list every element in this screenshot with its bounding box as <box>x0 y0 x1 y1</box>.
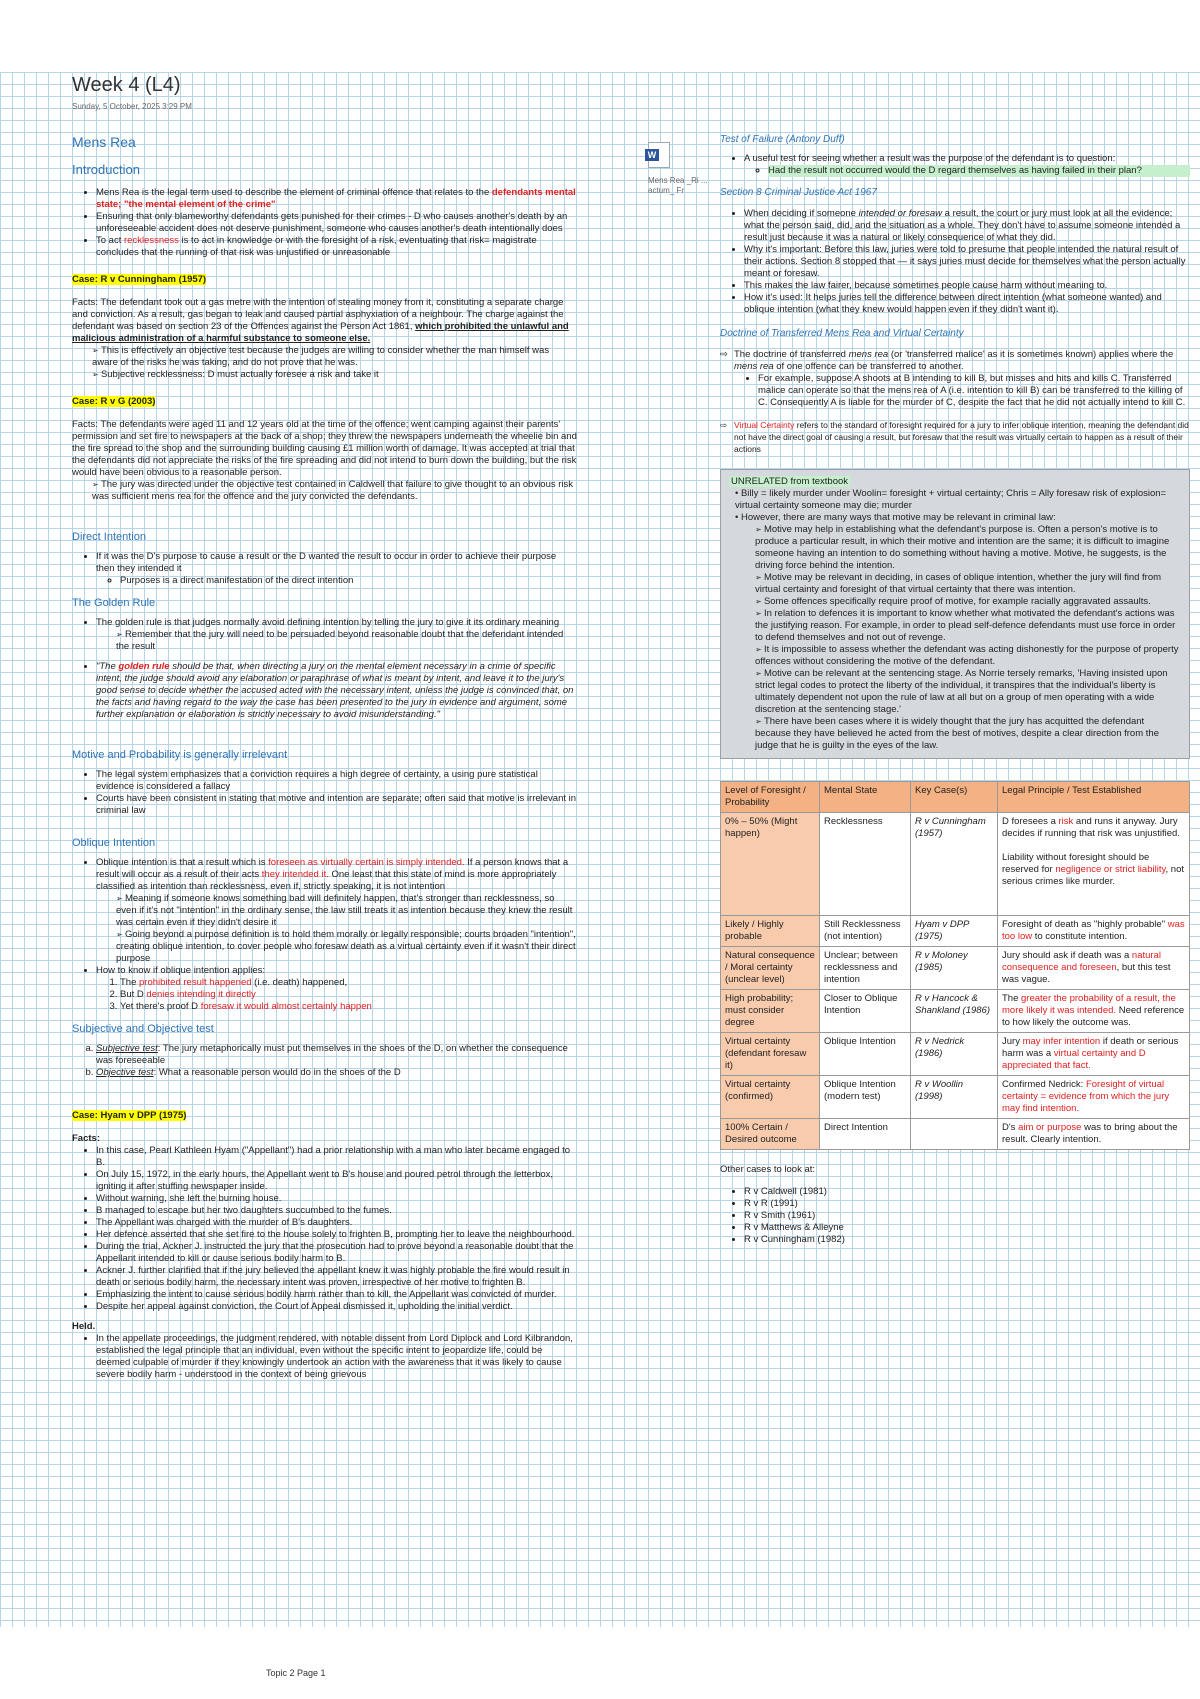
table-row: Natural consequence / Moral certainty (unclear level) Unclear; between recklessness and intention R v Moloney (1985) Jury should ask if death was a natural consequence and foreseen, but this test was vague. <box>721 947 1190 990</box>
list-item: • When deciding if someone intended or foresaw a result, the court or jury must look at all the evidence; what the person said, did, and the situation as a whole. They don't have to assume someone intended a result just because it was a natural or likely consequence of what they did. <box>744 208 1190 244</box>
list-item: ➢ The jury was directed under the objective test contained in Caldwell that failure to give thought to an obvious risk was sufficient mens rea for the offence and the jury convicted the defendants. <box>92 479 577 503</box>
hyam-facts: Facts: • In this case, Pearl Kathleen Hyam ("Appellant") had a prior relationship with a man who later became engaged to B. • On July 15, 1972, in the early hours, the Appellant went to B's house and poured petrol through the letterbox, igniting it after stuffing newspaper inside. • Without warning, she left the burning house. • B managed to escape but her two daughters succumbed to the fumes. • The Appellant was charged with the murder of B's daughters. • Her defence asserted that she set fire to the house solely to frighten B, prompting her to leave the neighbourhood. • During the trial, Ackner J. instructed the jury that the prosecution had to prove beyond a reasonable doubt that the Appellant intended to kill or cause serious bodily harm to B. • Ackner J. further clarified that if the jury believed the appellant knew it was highly probable the fire would result in death or serious bodily harm, the necessary intent was proven, irrespective of her motive to frighten B. • Emphasizing the intent to cause serious bodily harm rather than to kill, the Appellant was convicted of murder. • Despite her appeal against conviction, the Court of Appeal dismissed it, upholding the initial verdict. Held. • In the appellate proceedings, the judgment rendered, with notable dissent from Lord Diplock and Lord Kilbrandon, established the legal principle that an individual, even without the specific intent to jeopardize life, could be deemed culpable of murder if they knowingly undertook an action with the awareness that it was likely to cause severe bodily harm - understood in the context of being grievous <box>72 1133 577 1381</box>
list-item: • R v Cunningham (1982) <box>744 1234 1190 1246</box>
page-footer: Topic 2 Page 1 <box>266 1668 326 1678</box>
list-item: b. Objective test: What a reasonable person would do in the shoes of the D <box>96 1067 577 1079</box>
list-item: • R v Matthews & Alleyne <box>744 1222 1190 1234</box>
list-item: • The golden rule is that judges normally avoid defining intention by telling the jury to give it its ordinary meaning ➢ Remember that the jury will need to be persuaded beyond reasonable doubt that the defendant intended the result <box>96 617 577 653</box>
list-item: • Emphasizing the intent to cause serious bodily harm rather than to kill, the Appellant was convicted of murder. <box>96 1289 577 1301</box>
attachment[interactable] <box>648 142 708 196</box>
list-item: • If it was the D's purpose to cause a result or the D wanted the result to occur in order to achieve their purpose then they intended it ◦ Purposes is a direct manifestation of the direct intention <box>96 551 577 587</box>
oblique-intention-heading: Oblique Intention <box>72 837 156 849</box>
list-item: • How it's used: It helps juries tell the difference between direct intention (what someone wanted) and oblique intention (what they knew would happen even if they didn't want it). <box>744 292 1190 316</box>
table-row: 100% Certain / Desired outcome Direct Intention D's aim or purpose was to bring about the result. Clearly intention. <box>721 1119 1190 1150</box>
table-header: Legal Principle / Test Established <box>998 782 1190 813</box>
word-doc-icon[interactable]: W <box>648 142 670 168</box>
arrow-icon: ⇨ <box>720 420 728 430</box>
list-item: • Billy = likely murder under Woolin= foresight + virtual certainty; Chris = Ally foresaw risk of explosion= virtual certainty someone may die; murder <box>735 488 1167 511</box>
list-item: • How to know if oblique intention applies: 1. The prohibited result happened (i.e. death) happened, 2. But D denies intending it directly 3. Yet there's proof D foresaw it would almost certainly happen <box>96 965 577 1013</box>
list-item: • Why it's important: Before this law, juries were told to presume that people intended the natural result of their actions. Section 8 stopped that — it says juries must decide for themselves what the person actually meant or foresaw. <box>744 244 1190 280</box>
golden-rule-quote: • "The golden rule should be that, when directing a jury on the mental element necessary in a crime of specific intent, the judge should avoid any elaboration or paraphrase of what is meant by intent, and leave it to the jury's good sense to decide whether the accused acted with the necessary intent, unless the judge is convinced that, on the facts and having regard to the way the case has been presented to the jury in evidence and argument, some further explanation or elaboration is strictly necessary to avoid misunderstanding." <box>96 661 577 721</box>
motive-list <box>72 769 577 817</box>
attachment-label: Mens Rea _Ri ... actum_ Fr <box>648 176 708 195</box>
case-facts-rvg: Facts: The defendants were aged 11 and 12 years old at the time of the offence; went camping against their parents' permission and set fire to newspapers at the back of a shop; they threw the newspapers underneath the wheelie bin and the fire spread to the shop and the surrounding building causing £1 million worth of damage. It was accepted at trial that the defendants did not appreciate the risks of the fire spreading and did not intend to burn down the building, but the risk would have been obvious to a reasonable person. ➢ The jury was directed under the objective test contained in Caldwell that failure to give thought to an obvious risk was sufficient mens rea for the offence and the jury convicted the defendants. <box>72 419 577 503</box>
other-cases <box>720 1186 1190 1246</box>
table-header: Mental State <box>820 782 911 813</box>
list-item: 2. But D denies intending it directly <box>120 989 577 1001</box>
list-item: ➢ Subjective recklessness: D must actually foresee a risk and take it <box>92 369 577 381</box>
textbook-note-box <box>720 469 1190 759</box>
list-item: ➢ Motive can be relevant at the sentencing stage. As Norrie tersely remarks, 'Having insisted upon strict legal codes to protect the liberty of the individual, it transpires that the individual's liberty is ultimately dependent not upon the rule of law at all but on a group of men operating with a wide discretion at the sentencing stage.' <box>755 668 1181 716</box>
transferred-mens-rea-heading: Doctrine of Transferred Mens Rea and Virtual Certainty <box>720 328 964 339</box>
other-cases-label: Other cases to look at: <box>720 1164 816 1175</box>
list-item: • Without warning, she left the burning house. <box>96 1193 577 1205</box>
list-item: ➢ Meaning if someone knows something bad will definitely happen, that's stronger than recklessness, so even if it's not "intention" in the ordinary sense, the law still treats it as intention because they knew the result was certain even if they didn't desire it <box>116 893 577 929</box>
list-item: ◦ Purposes is a direct manifestation of the direct intention <box>120 575 577 587</box>
list-item: • The Appellant was charged with the murder of B's daughters. <box>96 1217 577 1229</box>
table-row: 0% – 50% (Might happen) Recklessness R v Cunningham (1957) D foresees a risk and runs it anyway. Jury decides if running that risk was unjustified. Liability without foresight should be reserved for negligence or strict liability, not serious crimes like murder. <box>721 813 1190 916</box>
list-item: • A useful test for seeing whether a result was the purpose of the defendant is to question: ◦ Had the result not occurred would the D regard themselves as having failed in their plan? <box>744 153 1190 177</box>
list-item: • Ensuring that only blameworthy defendants gets punished for their crimes - D who causes another's death by an unforeseeable accident does not deserve punishment, someone who causes another's death intentionally does <box>96 211 577 235</box>
list-item: • Ackner J. further clarified that if the jury believed the appellant knew it was highly probable the fire would result in death or serious bodily harm, the necessary intent was proven, irrespective of her motive to frighten B. <box>96 1265 577 1289</box>
list-item: • On July 15, 1972, in the early hours, the Appellant went to B's house and poured petrol through the letterbox, igniting it after stuffing newspaper inside. <box>96 1169 577 1193</box>
list-item: • B managed to escape but her two daughters succumbed to the fumes. <box>96 1205 577 1217</box>
list-item: • Despite her appeal against conviction, the Court of Appeal dismissed it, upholding the initial verdict. <box>96 1301 577 1313</box>
oblique-intention-list <box>72 857 577 1013</box>
list-item: • During the trial, Ackner J. instructed the jury that the prosecution had to prove beyond a reasonable doubt that the Appellant intended to kill or cause serious bodily harm to B. <box>96 1241 577 1265</box>
list-item: ➢ Motive may be relevant in deciding, in cases of oblique intention, whether the jury will find from virtual certainty and foresight of that virtual certainty that there was intention. <box>755 572 1181 596</box>
table-row: Virtual certainty (defendant foresaw it) Oblique Intention R v Nedrick (1986) Jury may infer intention if death or serious harm was a virtual certainty and D appreciated that fact. <box>721 1033 1190 1076</box>
right-column <box>720 134 1190 1246</box>
foresight-table <box>720 781 1190 1150</box>
case-label-hyam: Case: Hyam v DPP (1975) <box>72 1110 187 1121</box>
test-of-failure-heading: Test of Failure (Antony Duff) <box>720 134 845 145</box>
arrow-icon: ⇨ <box>720 349 728 360</box>
direct-intention-list <box>72 551 577 587</box>
golden-rule-list <box>72 617 577 721</box>
motive-heading: Motive and Probability is generally irrelevant <box>72 749 288 761</box>
intro-list <box>72 187 577 259</box>
page-title: Week 4 (L4) <box>72 74 181 96</box>
list-item: • Mens Rea is the legal term used to describe the element of criminal offence that relates to the defendants mental state; "the mental element of the crime" <box>96 187 577 211</box>
table-row: Virtual certainty (confirmed) Oblique Intention (modern test) R v Woollin (1998) Confirmed Nedrick: Foresight of virtual certainty = evidence from which the jury may find intention. <box>721 1076 1190 1119</box>
list-item: • However, there are many ways that motive may be relevant in criminal law: ➢ Motive may help in establishing what the defendant's purpose is. Often a person's motive is to produce a particular result, in which their motive and intention are the same; it is difficult to imagine someone having an intention to do something without having a motive. Motive, he suggests, is the driving force behind the intention. ➢ Motive may be relevant in deciding, in cases of oblique intention, whether the jury will find from virtual certainty and foresight of that virtual certainty that there was intention. ➢ Some offences specifically require proof of motive, for example racially aggravated assaults. ➢ In relation to defences it is important to know whether what motivated the defendant's actions was the justifying reason. For example, in order to plead self-defence defendants must use force in order to defend themselves and not out of revenge. ➢ It is impossible to assess whether the defendant was acting dishonestly for the purpose of property offences without considering the motive of the defendant. ➢ Motive can be relevant at the sentencing stage. As Norrie tersely remarks, 'Having insisted upon strict legal codes to protect the liberty of the individual, it transpires that the individual's liberty is ultimately dependent not upon the rule of law at all but on a group of men operating with a wide discretion at the sentencing stage.' ➢ There have been cases where it is widely thought that the jury has acquitted the defendant because they have believed he acted from the best of motives, despite a clear direction from the judge that he is guilty in the eyes of the law. <box>735 512 1181 752</box>
list-item: • R v Caldwell (1981) <box>744 1186 1190 1198</box>
table-header: Level of Foresight / Probability <box>721 782 820 813</box>
subjective-objective-heading: Subjective and Objective test <box>72 1023 214 1035</box>
list-item: ➢ In relation to defences it is important to know whether what motivated the defendant's actions was the justifying reason. For example, in order to plead self-defence defendants must use force in order to defend themselves and not out of revenge. <box>755 608 1181 644</box>
list-item: ➢ There have been cases where it is widely thought that the jury has acquitted the defendant because they have believed he acted from the best of motives, despite a clear direction from the judge that he is guilty in the eyes of the law. <box>755 716 1181 752</box>
subjective-objective-list <box>72 1043 577 1079</box>
list-item: • Courts have been consistent in stating that motive and intention are separate; often said that motive is irrelevant in criminal law <box>96 793 577 817</box>
box-title: UNRELATED from textbook <box>731 476 849 487</box>
hyam-facts-list <box>72 1145 577 1313</box>
list-item: ➢ Motive may help in establishing what the defendant's purpose is. Often a person's motive is to produce a particular result, in which their motive and intention are the same; it is difficult to imagine someone having an intention to do something without having a motive. Motive, he suggests, is the driving force behind the intention. <box>755 524 1181 572</box>
table-row: High probability; must consider degree Closer to Oblique Intention R v Hancock & Shankland (1986) The greater the probability of a result, the more likely it was intended. Need reference to how likely the outcome was. <box>721 990 1190 1033</box>
page-datetime: Sunday, 5 October, 2025 3:29 PM <box>72 102 192 111</box>
case-label-rvg: Case: R v G (2003) <box>72 396 156 407</box>
other-cases-list <box>720 1186 1190 1246</box>
mens-rea-heading: Mens Rea <box>72 134 136 150</box>
introduction-heading: Introduction <box>72 162 140 177</box>
list-item: ➢ This is effectively an objective test because the judges are willing to consider whether the man himself was aware of the risks he was taking, and do not prove that he was. <box>92 345 577 369</box>
list-item: • R v R (1991) <box>744 1198 1190 1210</box>
list-item: • Oblique intention is that a result which is foreseen as virtually certain is simply intended. If a person knows that a result will occur as a result of their acts they intended it. One least that this state of mind is more appropriately classified as intention than recklessness, even if, strictly speaking, it is not intention ➢ Meaning if someone knows something bad will definitely happen, that's stronger than recklessness, so even if it's not "intention" in the ordinary sense, the law still treats it as intention because they knew the result was certain even if they didn't desire it ➢ Going beyond a purpose definition is to hold them morally or legally responsible; courts broaden "intention", creating oblique intention, to cover people who foresaw death as a virtual certainty even if it wasn't their direct purpose <box>96 857 577 965</box>
section8-list <box>720 208 1190 316</box>
list-item: • R v Smith (1961) <box>744 1210 1190 1222</box>
list-item: • To act recklessness is to act in knowledge or with the foresight of a risk, eventuating that risk= magistrate concludes that the running of that risk was unjustified or unreasonable <box>96 235 577 259</box>
section8-heading: Section 8 Criminal Justice Act 1967 <box>720 187 877 198</box>
direct-intention-heading: Direct Intention <box>72 531 146 543</box>
table-header: Key Case(s) <box>911 782 998 813</box>
list-item: ➢ Some offences specifically require proof of motive, for example racially aggravated assaults. <box>755 596 1181 608</box>
table-row: Likely / Highly probable Still Recklessness (not intention) Hyam v DPP (1975) Foresight of death as "highly probable" was too low to constitute intention. <box>721 916 1190 947</box>
list-item: ➢ Remember that the jury will need to be persuaded beyond reasonable doubt that the defendant intended the result <box>116 629 577 653</box>
left-column <box>72 134 577 1381</box>
list-item: • In this case, Pearl Kathleen Hyam ("Appellant") had a prior relationship with a man who later became engaged to B. <box>96 1145 577 1169</box>
list-item: a. Subjective test: The jury metaphorically must put themselves in the shoes of the D, on whether the consequence was foreseeable <box>96 1043 577 1067</box>
list-item: ➢ It is impossible to assess whether the defendant was acting dishonestly for the purpose of property offences without considering the motive of the defendant. <box>755 644 1181 668</box>
list-item: • In the appellate proceedings, the judgment rendered, with notable dissent from Lord Diplock and Lord Kilbrandon, established the legal principle that an individual, even without the specific intent to jeopardize life, could be deemed culpable of murder if they knowingly undertook an action with the awareness that it was likely to cause severe bodily harm - understood in the context of being grievous <box>96 1333 577 1381</box>
list-item: • Her defence asserted that she set fire to the house solely to frighten B, prompting her to leave the neighbourhood. <box>96 1229 577 1241</box>
list-item: • This makes the law fairer, because sometimes people cause harm without meaning to. <box>744 280 1190 292</box>
list-item: • For example, suppose A shoots at B intending to kill B, but misses and hits and kills C. Transferred malice can operate so that the mens rea of A (i.e. intention to kill B) can be transferred to the killing of C. Consequently A is liable for the murder of C, despite the fact that he did not actually intend to kill C. <box>758 373 1190 409</box>
box-sub-list <box>735 524 1181 752</box>
golden-rule-heading: The Golden Rule <box>72 597 156 609</box>
case-label-cunningham: Case: R v Cunningham (1957) <box>72 274 207 285</box>
list-item: ◦ Had the result not occurred would the D regard themselves as having failed in their plan? <box>768 165 1190 177</box>
list-item: 1. The prohibited result happened (i.e. death) happened, <box>120 977 577 989</box>
transferred-mens-rea-text: ⇨ The doctrine of transferred mens rea (or 'transferred malice' as it is sometimes known) applies where the mens rea of one offence can be transferred to another. • For example, suppose A shoots at B intending to kill B, but misses and hits and kills C. Transferred malice can operate so that the mens rea of A (i.e. intention to kill B) can be transferred to the killing of C. Consequently A is liable for the murder of C, despite the fact that he did not actually intend to kill C. ⇨ Virtual Certainty refers to the standard of foresight required for a jury to infer oblique intention, meaning the defendant did not have the direct goal of causing a result, but foresaw that the result was virtually certain to happen as a result of their actions <box>720 349 1190 455</box>
case-facts-cunningham: Facts: The defendant took out a gas metre with the intention of stealing money from it, constituting a separate charge and conviction. As a result, gas began to leak and caused partial asphyxiation of a neighbour. The charge against the defendant was based on section 23 of the Offences against the Person Act 1861, which prohibited the unlawful and malicious administration of a harmful substance to someone else. ➢ This is effectively an objective test because the judges are willing to consider whether the man himself was aware of the risks he was taking, and do not prove that he was. ➢ Subjective recklessness: D must actually foresee a risk and take it <box>72 297 577 381</box>
test-of-failure-list <box>720 153 1190 177</box>
list-item: • The legal system emphasizes that a conviction requires a high degree of certainty, a using pure statistical evidence is considered a fallacy <box>96 769 577 793</box>
list-item: ➢ Going beyond a purpose definition is to hold them morally or legally responsible; courts broaden "intention", creating oblique intention, to cover people who foresaw death as a virtual certainty even if it wasn't their direct purpose <box>116 929 577 965</box>
list-item: 3. Yet there's proof D foresaw it would almost certainly happen <box>120 1001 577 1013</box>
